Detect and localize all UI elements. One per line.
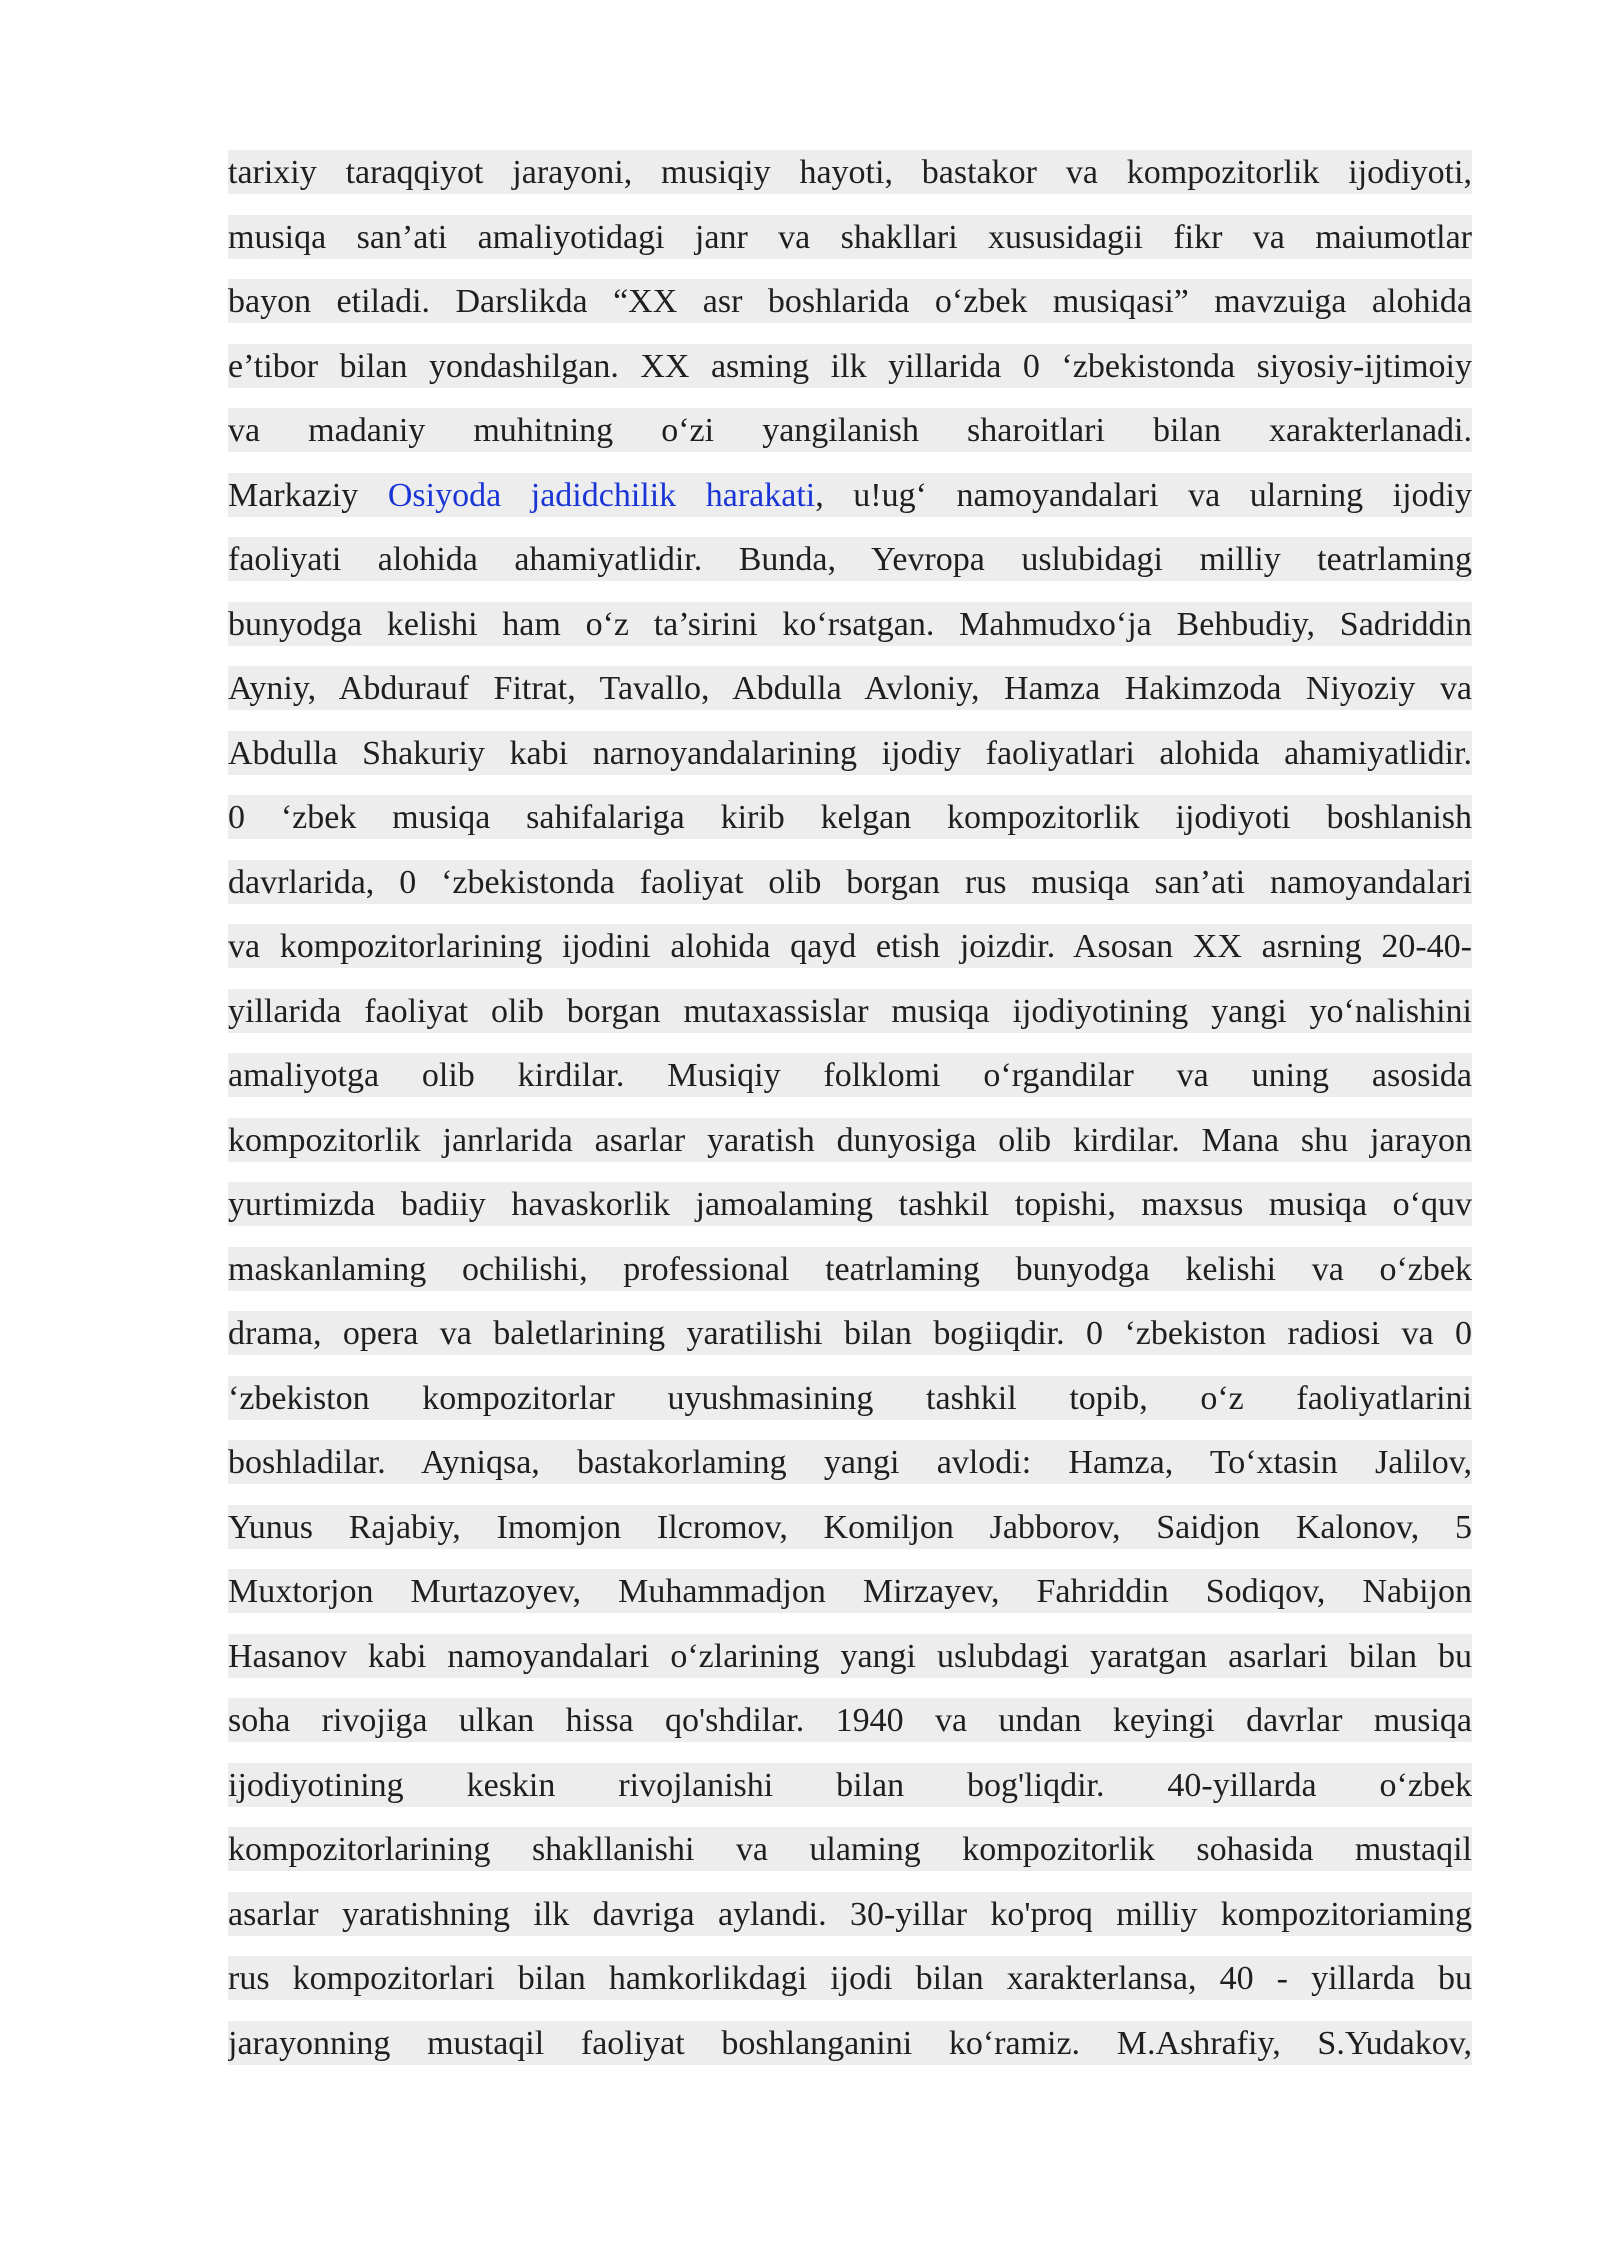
text-line: kompozitorlik janrlarida asarlar yaratish dunyosiga olib kirdilar. Mana shu jarayon	[228, 1118, 1472, 1183]
text-line: maskanlaming ochilishi, professional teatrlaming bunyodga kelishi va o‘zbek	[228, 1247, 1472, 1312]
text-line: faoliyati alohida ahamiyatlidir. Bunda, Yevropa uslubidagi milliy teatrlaming	[228, 537, 1472, 602]
text-line: bayon etiladi. Darslikda “XX asr boshlarida o‘zbek musiqasi” mavzuiga alohida	[228, 279, 1472, 344]
text-line	[228, 473, 1472, 538]
text-line: yurtimizda badiiy havaskorlik jamoalaming tashkil topishi, maxsus musiqa o‘quv	[228, 1182, 1472, 1247]
text-line: davrlarida, 0 ‘zbekistonda faoliyat olib borgan rus musiqa san’ati namoyandalari	[228, 860, 1472, 925]
text-line: Hasanov kabi namoyandalari o‘zlarining yangi uslubdagi yaratgan asarlari bilan bu	[228, 1634, 1472, 1699]
text-line: tarixiy taraqqiyot jarayoni, musiqiy hayoti, bastakor va kompozitorlik ijodiyoti,	[228, 150, 1472, 215]
text-line: ‘zbekiston kompozitorlar uyushmasining tashkil topib, o‘z faoliyatlarini	[228, 1376, 1472, 1441]
text-line: e’tibor bilan yondashilgan. XX asming ilk yillarida 0 ‘zbekistonda siyosiy-ijtimoiy	[228, 344, 1472, 409]
text-line: boshladilar. Ayniqsa, bastakorlaming yangi avlodi: Hamza, To‘xtasin Jalilov,	[228, 1440, 1472, 1505]
text-line: va madaniy muhitning o‘zi yangilanish sharoitlari bilan xarakterlanadi.	[228, 408, 1472, 473]
text-line: ijodiyotining keskin rivojlanishi bilan bog'liqdir. 40-yillarda o‘zbek	[228, 1763, 1472, 1828]
text-segment: , u!ug‘ namoyandalari va ularning ijodiy	[815, 476, 1472, 514]
body-text	[228, 150, 1472, 2085]
text-line: asarlar yaratishning ilk davriga aylandi. 30-yillar ko'proq milliy kompozitoriaming	[228, 1892, 1472, 1957]
text-line: va kompozitorlarining ijodini alohida qayd etish joizdir. Asosan XX asrning 20-40-	[228, 924, 1472, 989]
text-line: Abdulla Shakuriy kabi narnoyandalarining ijodiy faoliyatlari alohida ahamiyatlidir.	[228, 731, 1472, 796]
text-line: kompozitorlarining shakllanishi va ulaming kompozitorlik sohasida mustaqil	[228, 1827, 1472, 1892]
text-line: bunyodga kelishi ham o‘z ta’sirini ko‘rsatgan. Mahmudxo‘ja Behbudiy, Sadriddin	[228, 602, 1472, 667]
text-line: yillarida faoliyat olib borgan mutaxassislar musiqa ijodiyotining yangi yo‘nalishini	[228, 989, 1472, 1054]
text-line: musiqa san’ati amaliyotidagi janr va shakllari xususidagii fikr va maiumotlar	[228, 215, 1472, 280]
text-line: Muxtorjon Murtazoyev, Muhammadjon Mirzayev, Fahriddin Sodiqov, Nabijon	[228, 1569, 1472, 1634]
text-segment: Markaziy	[228, 476, 388, 514]
text-line: amaliyotga olib kirdilar. Musiqiy folklomi o‘rgandilar va uning asosida	[228, 1053, 1472, 1118]
text-line: Yunus Rajabiy, Imomjon Ilcromov, Komiljon Jabborov, Saidjon Kalonov, 5	[228, 1505, 1472, 1570]
text-line: soha rivojiga ulkan hissa qo'shdilar. 1940 va undan keyingi davrlar musiqa	[228, 1698, 1472, 1763]
jadidchilik-link[interactable]: Osiyoda jadidchilik harakati	[387, 476, 816, 514]
text-line: 0 ‘zbek musiqa sahifalariga kirib kelgan kompozitorlik ijodiyoti boshlanish	[228, 795, 1472, 860]
text-line: rus kompozitorlari bilan hamkorlikdagi ijodi bilan xarakterlansa, 40 - yillarda bu	[228, 1956, 1472, 2021]
text-line: jarayonning mustaqil faoliyat boshlanganini ko‘ramiz. M.Ashrafiy, S.Yudakov,	[228, 2021, 1472, 2086]
text-line: drama, opera va baletlarining yaratilishi bilan bogiiqdir. 0 ‘zbekiston radiosi va 0	[228, 1311, 1472, 1376]
text-line: Ayniy, Abdurauf Fitrat, Tavallo, Abdulla Avloniy, Hamza Hakimzoda Niyoziy va	[228, 666, 1472, 731]
